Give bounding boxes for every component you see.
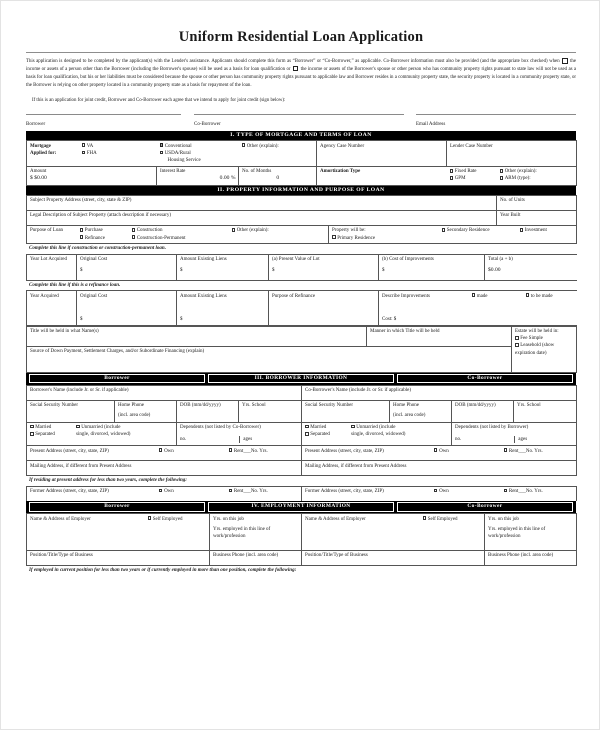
investment-cell — [517, 226, 577, 244]
section-3-title: III. BORROWER INFORMATION — [208, 374, 394, 384]
mortgage-applied-label — [27, 141, 79, 166]
no-of-months-cell[interactable] — [239, 166, 317, 185]
borrower-yrs-school-cell[interactable] — [239, 400, 302, 422]
legal-description-label: Legal Description of Subject Property (attach description if necessary) — [30, 213, 172, 219]
subject-address-row — [27, 195, 577, 210]
checkbox-rent-former-co-borrower-label: Rent — [508, 489, 519, 495]
checkbox-other-mortgage[interactable] — [242, 143, 279, 150]
borrower-phone-cell[interactable] — [115, 400, 177, 422]
checkbox-fha-label: FHA — [86, 150, 97, 156]
co-borrower-position-title-label: Position/Title/Type of Business — [305, 553, 368, 559]
intro-text-2: the income or assets of a person other than the Borrower (including the Borrower's spouse) will be used as a basis for loan qualification or — [26, 59, 576, 72]
borrower-rent-yrs-blank[interactable]: ___ — [243, 448, 251, 454]
co-borrower-position-title-cell[interactable] — [302, 550, 485, 565]
no-of-months-label: No. of Months — [242, 169, 272, 175]
co-borrower-marital-continuation: single, divorced, widowed) — [351, 432, 406, 438]
form-content — [26, 15, 576, 575]
co-borrower-self-employed-blank — [420, 524, 485, 550]
co-borrower-no-yrs-label: No. Yrs. — [525, 448, 543, 454]
co-borrower-signature-line[interactable] — [194, 114, 404, 115]
refinance-line-table — [26, 290, 577, 326]
describe-improvements-value[interactable]: Cost: $ — [379, 301, 577, 325]
co-borrower-former-address-label: Former Address (street, city, state, ZIP) — [305, 489, 384, 495]
checkbox-self-employed-borrower[interactable] — [148, 516, 183, 523]
borrower-present-address-label: Present Address (street, city, state, ZIP) — [30, 448, 109, 454]
checkbox-purchase[interactable] — [80, 227, 103, 234]
amount-label: Amount — [30, 169, 47, 175]
borrower-former-no-yrs-label: No. Yrs. — [250, 489, 268, 495]
borrower-position-title-cell[interactable] — [27, 550, 210, 565]
checkbox-improvements-made-label: made — [476, 293, 488, 299]
ssn-row — [27, 400, 577, 422]
legal-description-cell[interactable] — [27, 210, 497, 225]
checkbox-separated-co-borrower-label: Separated — [310, 432, 330, 438]
section-3-borrower-label: Borrower — [29, 374, 205, 384]
co-borrower-dependents-ages[interactable]: ages — [514, 436, 573, 443]
usda-continuation-label: Housing Service — [167, 158, 201, 164]
checkbox-leasehold-label: Leasehold (show expiration date) — [515, 343, 555, 356]
section-2-property-table — [26, 195, 577, 226]
present-value-lot-header: (a) Present Value of Lot — [269, 254, 379, 265]
checkbox-rent-co-borrower[interactable] — [504, 448, 574, 455]
co-borrower-yrs-on-job-cell[interactable] — [485, 514, 577, 525]
co-borrower-home-phone-label: Home Phone — [393, 403, 419, 409]
refinance-line-note: Complete this line if this is a refinance loan. — [29, 282, 121, 288]
borrower-employer-label: Name & Address of Employer — [30, 516, 91, 522]
checkbox-primary-residence-label: Primary Residence — [337, 235, 376, 241]
section-4-borrower-label: Borrower — [29, 502, 205, 512]
manner-title-cell[interactable] — [367, 326, 512, 346]
former-address-row — [27, 486, 577, 501]
improvements-to-be-made-cell — [523, 291, 577, 302]
co-borrower-signature-label: Co-Borrower — [194, 122, 221, 128]
checkbox-separated-borrower[interactable] — [30, 431, 76, 438]
employer-row — [27, 514, 577, 525]
borrower-dependents-cell — [177, 422, 302, 445]
purpose-of-loan-label: Purpose of Loan — [30, 228, 64, 234]
checkbox-rent-former-borrower-label: Rent — [233, 489, 244, 495]
section-4-header — [26, 501, 576, 513]
checkbox-gpm-label: GPM — [454, 176, 466, 182]
mortgage-conventional-cell — [157, 141, 239, 166]
no-of-units-label: No. of Units — [500, 198, 525, 204]
year-built-cell[interactable] — [497, 210, 577, 225]
borrower-ssn-cell[interactable] — [27, 400, 115, 422]
co-borrower-dependents-no[interactable]: no. — [455, 437, 462, 443]
intro-paragraph — [26, 58, 576, 89]
borrower-name-row — [27, 385, 577, 400]
checkbox-usda-label: USDA/Rural — [164, 150, 191, 156]
checkbox-own-co-borrower-label: Own — [439, 448, 449, 454]
refinance-header-row — [27, 291, 577, 302]
co-borrower-name-cell[interactable] — [302, 385, 577, 400]
checkbox-unmarried-borrower-label: Unmarried (include — [81, 425, 121, 431]
borrower-name-cell[interactable] — [27, 385, 302, 400]
co-borrower-business-phone-cell[interactable] — [485, 550, 577, 565]
source-down-payment-label: Source of Down Payment, Settlement Charges, and/or Subordinate Financing (explain) — [30, 349, 205, 355]
borrower-signature-label: Borrower — [26, 122, 46, 128]
checkbox-self-employed-co-borrower[interactable] — [423, 516, 458, 523]
mailing-address-row — [27, 461, 577, 476]
borrower-dependents-ages[interactable]: ages — [239, 436, 298, 443]
residing-less-two-years-note: If residing at present address for less than two years, complete the following: — [29, 478, 187, 484]
improvements-made-cell — [469, 291, 523, 302]
cost-improvements-value[interactable]: $ — [379, 265, 485, 280]
intro-checkbox-1[interactable] — [562, 58, 567, 63]
total-a-b-value: $0.00 — [485, 265, 577, 280]
yrs-in-line-row — [27, 524, 577, 550]
agency-case-number-cell[interactable] — [317, 141, 447, 166]
section-4-title: IV. EMPLOYMENT INFORMATION — [208, 502, 394, 512]
borrower-mailing-address-label: Mailing Address, if different from Present Address — [30, 463, 132, 469]
refi-original-cost-header: Original Cost — [77, 291, 177, 302]
no-of-months-value: 0 — [276, 175, 280, 182]
checkbox-fha[interactable] — [82, 150, 97, 157]
co-borrower-mailing-address-cell[interactable] — [302, 461, 577, 476]
amortization-options-cell — [447, 166, 577, 185]
checkbox-gpm[interactable] — [450, 175, 494, 182]
borrower-position-title-label: Position/Title/Type of Business — [30, 553, 93, 559]
co-borrower-yrs-school-label: Yrs. School — [517, 403, 541, 409]
borrower-self-employed-cell — [145, 514, 210, 525]
co-borrower-former-yrs-blank[interactable]: ___ — [518, 489, 526, 495]
checkbox-own-borrower[interactable] — [159, 448, 229, 455]
checkbox-other-amort-label: Other (explain): — [504, 169, 537, 175]
construction-header-row — [27, 254, 577, 265]
borrower-marital-cell — [27, 422, 177, 445]
checkbox-fixed-rate-label: Fixed Rate — [454, 169, 477, 175]
borrower-former-address-label: Former Address (street, city, state, ZIP) — [30, 489, 109, 495]
borrower-dob-cell[interactable] — [177, 400, 239, 422]
borrower-signature-line[interactable] — [26, 114, 181, 115]
mortgage-label-line1: Mortgage — [30, 143, 51, 149]
purpose-of-refinance-value[interactable] — [269, 301, 379, 325]
present-value-lot-value[interactable]: $ — [269, 265, 379, 280]
subject-property-address-label: Subject Property Address (street, city, state & ZIP) — [30, 198, 132, 204]
email-address-label: Email Address — [416, 122, 446, 128]
title-divider — [26, 52, 576, 53]
refi-existing-liens-header: Amount Existing Liens — [177, 291, 269, 302]
borrower-yrs-on-job-cell[interactable] — [210, 514, 302, 525]
borrower-yrs-on-job-label: Yrs. on this job — [213, 516, 244, 522]
purpose-of-loan-row — [27, 226, 577, 244]
interest-rate-value: 0.00 % — [219, 175, 236, 182]
title-name-cell[interactable] — [27, 326, 367, 346]
checkbox-rent-borrower-label: Rent — [233, 448, 244, 454]
cost-improvements-header: (b) Cost of Improvements — [379, 254, 485, 265]
checkbox-own-former-borrower-label: Own — [164, 489, 174, 495]
checkbox-primary-residence[interactable] — [332, 235, 375, 242]
checkbox-improvements-to-be-made-label: to be made — [530, 293, 553, 299]
co-borrower-yrs-in-line-cell[interactable] — [485, 524, 577, 550]
borrower-mailing-address-cell[interactable] — [27, 461, 302, 476]
checkbox-fee-simple-label: Fee Simple — [520, 336, 543, 342]
estate-held-cell — [512, 326, 577, 372]
total-a-b-header: Total (a + b) — [485, 254, 577, 265]
mortgage-va-fha-cell — [79, 141, 157, 166]
borrower-yrs-school-label: Yrs. School — [242, 403, 266, 409]
original-cost-header: Original Cost — [77, 254, 177, 265]
year-acquired-value[interactable] — [27, 301, 77, 325]
year-lot-acquired-header: Year Lot Acquired — [27, 254, 77, 265]
section-1-table — [26, 140, 577, 186]
co-borrower-dependents-label: Dependents (not listed by Borrower) — [455, 425, 529, 431]
checkbox-refinance-label: Refinance — [84, 235, 105, 241]
borrower-home-phone-label: Home Phone — [118, 403, 144, 409]
email-signature-line[interactable] — [416, 114, 576, 115]
lender-case-number-label: Lender Case Number — [450, 143, 493, 149]
purpose-other-cell — [229, 226, 329, 244]
secondary-residence-cell — [439, 226, 517, 244]
borrower-business-phone-label: Business Phone (incl. area code) — [213, 553, 279, 559]
checkbox-married-borrower-label: Married — [35, 425, 52, 431]
construction-line-note: Complete this line if construction or construction-permanent loan. — [29, 246, 166, 252]
interest-rate-cell[interactable] — [157, 166, 239, 185]
property-will-be-cell — [329, 226, 439, 244]
manner-title-label: Manner in which Title will be held — [370, 329, 440, 335]
section-3-header — [26, 373, 576, 385]
amount-existing-liens-value[interactable]: $ — [177, 265, 269, 280]
checkbox-self-employed-co-borrower-label: Self Employed — [427, 516, 458, 522]
section-4-table — [26, 513, 577, 566]
co-borrower-former-no-yrs-label: No. Yrs. — [525, 489, 543, 495]
section-2-purpose-table — [26, 226, 577, 244]
checkbox-arm-label: ARM (type): — [504, 176, 531, 182]
amortization-type-cell — [317, 166, 447, 185]
co-borrower-yrs-in-line-label: Yrs. employed in this line of work/profession — [488, 526, 546, 540]
title-held-table — [26, 326, 577, 373]
co-borrower-employer-blank[interactable] — [302, 524, 420, 550]
source-down-payment-cell[interactable] — [27, 346, 512, 372]
section-3-co-borrower-label: Co-Borrower — [397, 374, 573, 384]
section-2-header: II. PROPERTY INFORMATION AND PURPOSE OF LOAN — [26, 186, 576, 195]
title-name-label: Title will be held in what Name(s) — [30, 329, 99, 335]
intro-checkbox-2[interactable] — [293, 66, 298, 71]
interest-rate-label: Interest Rate — [160, 169, 186, 175]
purpose-of-refinance-header: Purpose of Refinance — [269, 291, 379, 302]
co-borrower-rent-yrs-blank[interactable]: ___ — [518, 448, 526, 454]
co-borrower-mailing-address-label: Mailing Address, if different from Present Address — [305, 463, 407, 469]
original-cost-value[interactable]: $ — [77, 265, 177, 280]
legal-description-row — [27, 210, 577, 225]
section-3-table — [26, 385, 577, 476]
checkbox-own-former-co-borrower-label: Own — [439, 489, 449, 495]
checkbox-own-co-borrower[interactable] — [434, 448, 504, 455]
year-lot-acquired-value[interactable] — [27, 265, 77, 280]
lender-case-number-cell[interactable] — [447, 141, 577, 166]
co-borrower-marital-cell — [302, 422, 452, 445]
checkbox-rent-co-borrower-label: Rent — [508, 448, 519, 454]
checkbox-secondary-residence[interactable] — [442, 227, 490, 234]
co-borrower-dob-cell[interactable] — [452, 400, 514, 422]
borrower-former-yrs-blank[interactable]: ___ — [243, 489, 251, 495]
checkbox-unmarried-borrower[interactable] — [76, 424, 174, 431]
co-borrower-phone-cell[interactable] — [390, 400, 452, 422]
year-built-label: Year Built — [500, 213, 521, 219]
checkbox-construction-label: Construction — [136, 228, 163, 234]
checkbox-improvements-to-be-made[interactable] — [526, 293, 553, 300]
checkbox-other-purpose[interactable] — [232, 227, 269, 234]
mortgage-other-cell — [239, 141, 317, 166]
checkbox-secondary-residence-label: Secondary Residence — [446, 228, 490, 234]
construction-line-table — [26, 254, 577, 281]
checkbox-improvements-made[interactable] — [472, 293, 488, 300]
checkbox-married-co-borrower[interactable] — [305, 424, 351, 431]
position-title-row — [27, 550, 577, 565]
checkbox-other-purpose-label: Other (explain): — [236, 228, 269, 234]
amount-value: $ $0.00 — [30, 175, 47, 182]
marital-dependents-row — [27, 422, 577, 445]
describe-improvements-header: Describe Improvements — [379, 291, 469, 302]
borrower-dob-label: DOB (mm/dd/yyyy) — [180, 403, 221, 409]
checkbox-refinance[interactable] — [80, 235, 105, 242]
checkbox-own-former-borrower[interactable] — [159, 488, 229, 495]
checkbox-other-amort[interactable] — [500, 168, 574, 175]
checkbox-rent-borrower[interactable] — [229, 448, 299, 455]
intro-text-3: the income or assets of the Borrower's spouse or other person who has community property rights pursuant to state law will not be used as a basis for loan qualification, but his or her liabilities must be considered because the spouse or other person has community property rights pursuant to applicable law and Borrower resides in a community property state, the security property is located in a community property state, or the Borrower is relying on other property located in a community property state as a basis for repayment of the loan. — [26, 66, 577, 88]
year-acquired-header: Year Acquired — [27, 291, 77, 302]
checkbox-rent-former-borrower[interactable] — [229, 488, 299, 495]
borrower-self-employed-blank — [145, 524, 210, 550]
joint-credit-note: If this is an application for joint credit, Borrower and Co-Borrower each agree that we intend to apply for joint credit (sign below): — [32, 98, 286, 104]
checkbox-self-employed-borrower-label: Self Employed — [152, 516, 183, 522]
checkbox-conventional-label: Conventional — [164, 143, 192, 149]
loan-terms-row — [27, 166, 577, 185]
co-borrower-present-address-label: Present Address (street, city, state, ZIP) — [305, 448, 384, 454]
checkbox-leasehold[interactable] — [515, 342, 574, 356]
borrower-employer-blank[interactable] — [27, 524, 145, 550]
amount-existing-liens-header: Amount Existing Liens — [177, 254, 269, 265]
refinance-value-row — [27, 301, 577, 325]
source-down-payment-row — [27, 346, 577, 372]
checkbox-separated-borrower-label: Separated — [35, 432, 55, 438]
checkbox-fixed-rate[interactable] — [450, 168, 494, 175]
co-borrower-self-employed-cell — [420, 514, 485, 525]
borrower-marital-continuation: single, divorced, widowed) — [76, 432, 131, 438]
checkbox-investment-label: Investment — [524, 228, 547, 234]
co-borrower-dependents-cell — [452, 422, 577, 445]
purpose-purchase-cell — [77, 226, 129, 244]
no-of-units-cell[interactable] — [497, 195, 577, 210]
co-borrower-employer-cell[interactable] — [302, 514, 420, 525]
co-borrower-yrs-on-job-label: Yrs. on this job — [488, 516, 519, 522]
borrower-dependents-label: Dependents (not listed by Co-Borrower) — [180, 425, 261, 431]
checkbox-construction[interactable] — [132, 227, 163, 234]
borrower-yrs-in-line-label: Yrs. employed in this line of work/profession — [213, 526, 271, 540]
co-borrower-present-address-cell[interactable] — [302, 446, 577, 461]
purpose-construction-cell — [129, 226, 229, 244]
checkbox-unmarried-co-borrower[interactable] — [351, 424, 449, 431]
page-title: Uniform Residential Loan Application — [178, 29, 424, 45]
co-borrower-employer-label: Name & Address of Employer — [305, 516, 366, 522]
employed-less-two-years-note: If employed in current position for less than two years or if currently employed in more than one position, complete the following: — [29, 568, 297, 574]
refi-existing-liens-value[interactable]: $ — [177, 301, 269, 325]
borrower-yrs-in-line-cell[interactable] — [210, 524, 302, 550]
borrower-employer-cell[interactable] — [27, 514, 145, 525]
co-borrower-business-phone-label: Business Phone (incl. area code) — [488, 553, 554, 559]
checkbox-construction-permanent[interactable] — [132, 235, 186, 242]
checkbox-fee-simple[interactable] — [515, 335, 543, 342]
amortization-type-label: Amortization Type — [320, 169, 361, 175]
checkbox-own-borrower-label: Own — [164, 448, 174, 454]
borrower-former-address-cell[interactable] — [27, 486, 302, 501]
mortgage-type-row — [27, 141, 577, 166]
checkbox-other-mortgage-label: Other (explain): — [246, 143, 279, 149]
former-address-table — [26, 486, 577, 502]
co-borrower-home-phone-sub: (incl. area code) — [393, 413, 426, 419]
construction-value-row — [27, 265, 577, 280]
co-borrower-dob-label: DOB (mm/dd/yyyy) — [455, 403, 496, 409]
co-borrower-name-label: Co-Borrower's Name (include Jr. or Sr. if applicable) — [305, 388, 412, 394]
checkbox-va-label: VA — [86, 143, 94, 149]
checkbox-conventional[interactable] — [160, 143, 192, 150]
checkbox-purchase-label: Purchase — [84, 228, 103, 234]
borrower-no-yrs-label: No. Yrs. — [250, 448, 268, 454]
borrower-business-phone-cell[interactable] — [210, 550, 302, 565]
checkbox-rent-former-co-borrower[interactable] — [504, 488, 574, 495]
subject-property-address-cell[interactable] — [27, 195, 497, 210]
co-borrower-ssn-label: Social Security Number — [305, 403, 354, 409]
section-1-header: I. TYPE OF MORTGAGE AND TERMS OF LOAN — [26, 131, 576, 140]
checkbox-married-borrower[interactable] — [30, 424, 76, 431]
checkbox-unmarried-co-borrower-label: Unmarried (include — [356, 425, 396, 431]
intro-text-1: This application is designed to be completed by the applicant(s) with the Lender's assistance. Applicants should complete this form as “Borrower” or “Co-Borrower,” as applicable. Co-Borrower information must also be provided (and the appropriate box checked) when — [26, 59, 562, 64]
signature-row — [26, 114, 576, 131]
borrower-dependents-no[interactable]: no. — [180, 437, 187, 443]
borrower-home-phone-sub: (incl. area code) — [118, 413, 151, 419]
checkbox-separated-co-borrower[interactable] — [305, 431, 351, 438]
checkbox-investment[interactable] — [520, 227, 547, 234]
amount-cell[interactable] — [27, 166, 157, 185]
checkbox-construction-permanent-label: Construction-Permanent — [136, 235, 186, 241]
co-borrower-ssn-cell[interactable] — [302, 400, 390, 422]
title-name-row — [27, 326, 577, 346]
mortgage-label-line2: Applied for: — [30, 150, 57, 156]
refi-original-cost-value[interactable]: $ — [77, 301, 177, 325]
purpose-label-cell — [27, 226, 77, 244]
checkbox-va[interactable] — [82, 143, 94, 150]
borrower-ssn-label: Social Security Number — [30, 403, 79, 409]
checkbox-own-former-co-borrower[interactable] — [434, 488, 504, 495]
checkbox-married-co-borrower-label: Married — [310, 425, 327, 431]
co-borrower-yrs-school-cell[interactable] — [514, 400, 577, 422]
present-address-row — [27, 446, 577, 461]
estate-held-label: Estate will be held in: — [515, 329, 559, 335]
property-will-be-label: Property will be: — [332, 228, 366, 234]
borrower-name-label: Borrower's Name (include Jr. or Sr. if applicable) — [30, 388, 129, 394]
agency-case-number-label: Agency Case Number — [320, 143, 365, 149]
checkbox-usda-rural[interactable] — [160, 150, 191, 157]
borrower-present-address-cell[interactable] — [27, 446, 302, 461]
section-4-co-borrower-label: Co-Borrower — [397, 502, 573, 512]
checkbox-arm[interactable] — [500, 175, 574, 182]
co-borrower-former-address-cell[interactable] — [302, 486, 577, 501]
